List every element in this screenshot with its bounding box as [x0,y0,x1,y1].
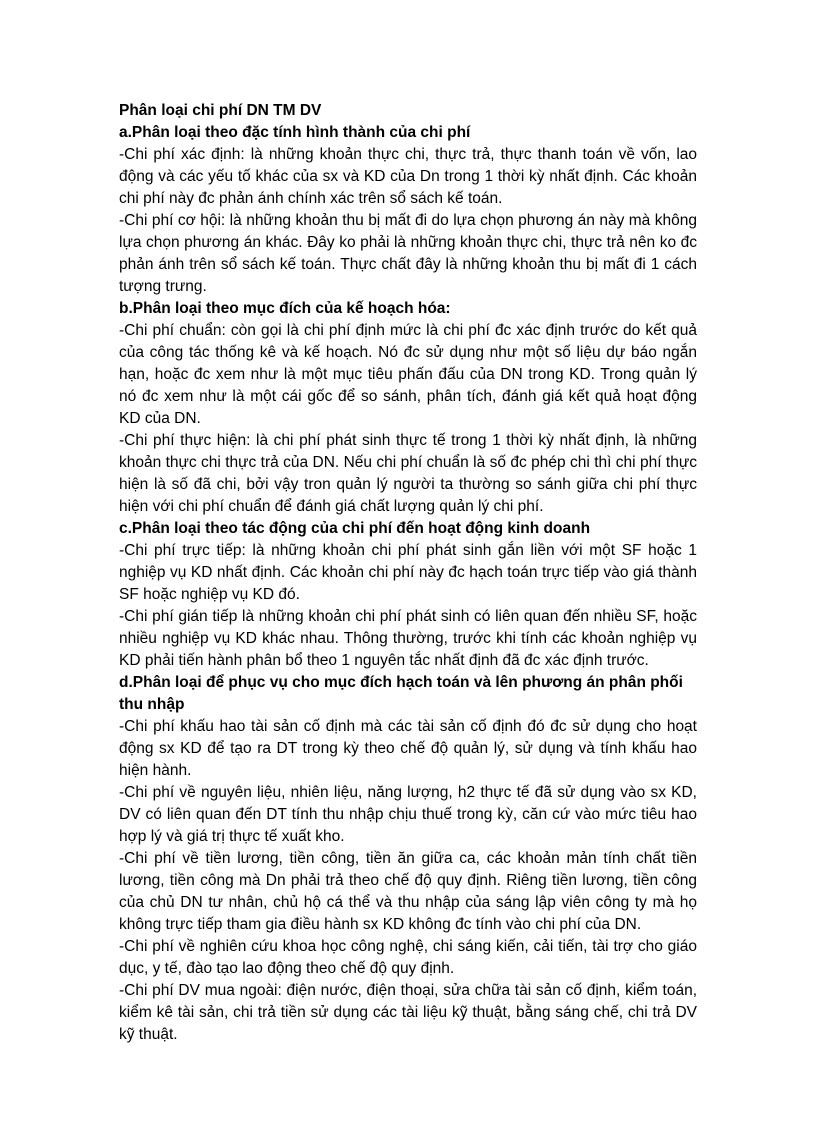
section-heading: d.Phân loại để phục vụ cho mục đích hạch toán và lên phương án phân phối thu nhập [119,674,683,713]
section-heading: c.Phân loại theo tác động của chi phí đến hoạt động kinh doanh [119,520,591,537]
paragraph: -Chi phí trực tiếp: là những khoản chi phí phát sinh gắn liền với một SF hoặc 1 nghiệp vụ KD nhất định. Các khoản chi phí này đc hạch toán trực tiếp vào giá thành SF hoặc nghiệp vụ KD đó. [119,542,697,603]
paragraph: -Chi phí về nghiên cứu khoa học công nghệ, chi sáng kiến, cải tiến, tài trợ cho giáo dục, y tế, đào tạo lao động theo chế độ quy định. [119,938,697,977]
paragraph: -Chi phí DV mua ngoài: điện nước, điện thoại, sửa chữa tài sản cố định, kiểm toán, kiểm kê tài sản, chi trả tiền sử dụng các tài liệu kỹ thuật, bằng sáng chế, chi trả DV kỹ thuật. [119,982,697,1043]
paragraph: -Chi phí cơ hội: là những khoản thu bị mất đi do lựa chọn phương án này mà không lựa chọn phương án khác. Đây ko phải là những khoản thực chi, thực trả nên ko đc phản ánh trên sổ sách kế toán. Thực chất đây là những khoản thu bị mất đi 1 cách tượng trưng. [119,212,697,295]
document-title: Phân loại chi phí DN TM DV [119,102,322,119]
section-a [119,122,697,298]
section-heading: b.Phân loại theo mục đích của kế hoạch hóa: [119,300,451,317]
paragraph: -Chi phí thực hiện: là chi phí phát sinh thực tế trong 1 thời kỳ nhất định, là những khoản thực chi thực trả của DN. Nếu chi phí chuẩn là số đc phép chi thì chi phí thực hiện là số đã chi, bởi vậy tron quản lý người ta thường so sánh giữa chi phí thực hiện với chi phí chuẩn để đánh giá chất lượng quản lý chi phí. [119,432,697,515]
paragraph: -Chi phí về nguyên liệu, nhiên liệu, năng lượng, h2 thực tế đã sử dụng vào sx KD, DV có liên quan đến DT tính thu nhập chịu thuế trong kỳ, căn cứ vào mức tiêu hao hợp lý và giá trị thực tế xuất kho. [119,784,697,845]
paragraph: -Chi phí gián tiếp là những khoản chi phí phát sinh có liên quan đến nhiều SF, hoặc nhiều nghiệp vụ KD khác nhau. Thông thường, trước khi tính các khoản nghiệp vụ KD phải tiến hành phân bổ theo 1 nguyên tắc nhất định đã đc xác định trước. [119,608,697,669]
section-c [119,518,697,672]
section-heading: a.Phân loại theo đặc tính hình thành của chi phí [119,124,471,141]
document-body [119,100,697,1046]
paragraph: -Chi phí chuẩn: còn gọi là chi phí định mức là chi phí đc xác định trước do kết quả của công tác thống kê và kế hoạch. Nó đc sử dụng như một số liệu dự báo ngắn hạn, hoặc đc xem như là một mục tiêu phấn đấu của DN trong KD. Trong quản lý nó đc xem như là một cái gốc để so sánh, phân tích, đánh giá kết quả hoạt động KD của DN. [119,322,697,427]
paragraph: -Chi phí xác định: là những khoản thực chi, thực trả, thực thanh toán về vốn, lao động và các yếu tố khác của sx và KD của Dn trong 1 thời kỳ nhất định. Các khoản chi phí này đc phản ánh chính xác trên sổ sách kế toán. [119,146,697,207]
section-b [119,298,697,518]
paragraph: -Chi phí khấu hao tài sản cố định mà các tài sản cố định đó đc sử dụng cho hoạt động sx KD để tạo ra DT trong kỳ theo chế độ quản lý, sử dụng và tính khấu hao hiện hành. [119,718,697,779]
paragraph: -Chi phí về tiền lương, tiền công, tiền ăn giữa ca, các khoản mản tính chất tiền lương, tiền công mà Dn phải trả theo chế độ quy định. Riêng tiền lương, tiền công của chủ DN tư nhân, chủ hộ cá thể và thu nhập của sáng lập viên công ty mà họ không trực tiếp tham gia điều hành sx KD không đc tính vào chi phí của DN. [119,850,697,933]
section-d [119,672,697,1046]
